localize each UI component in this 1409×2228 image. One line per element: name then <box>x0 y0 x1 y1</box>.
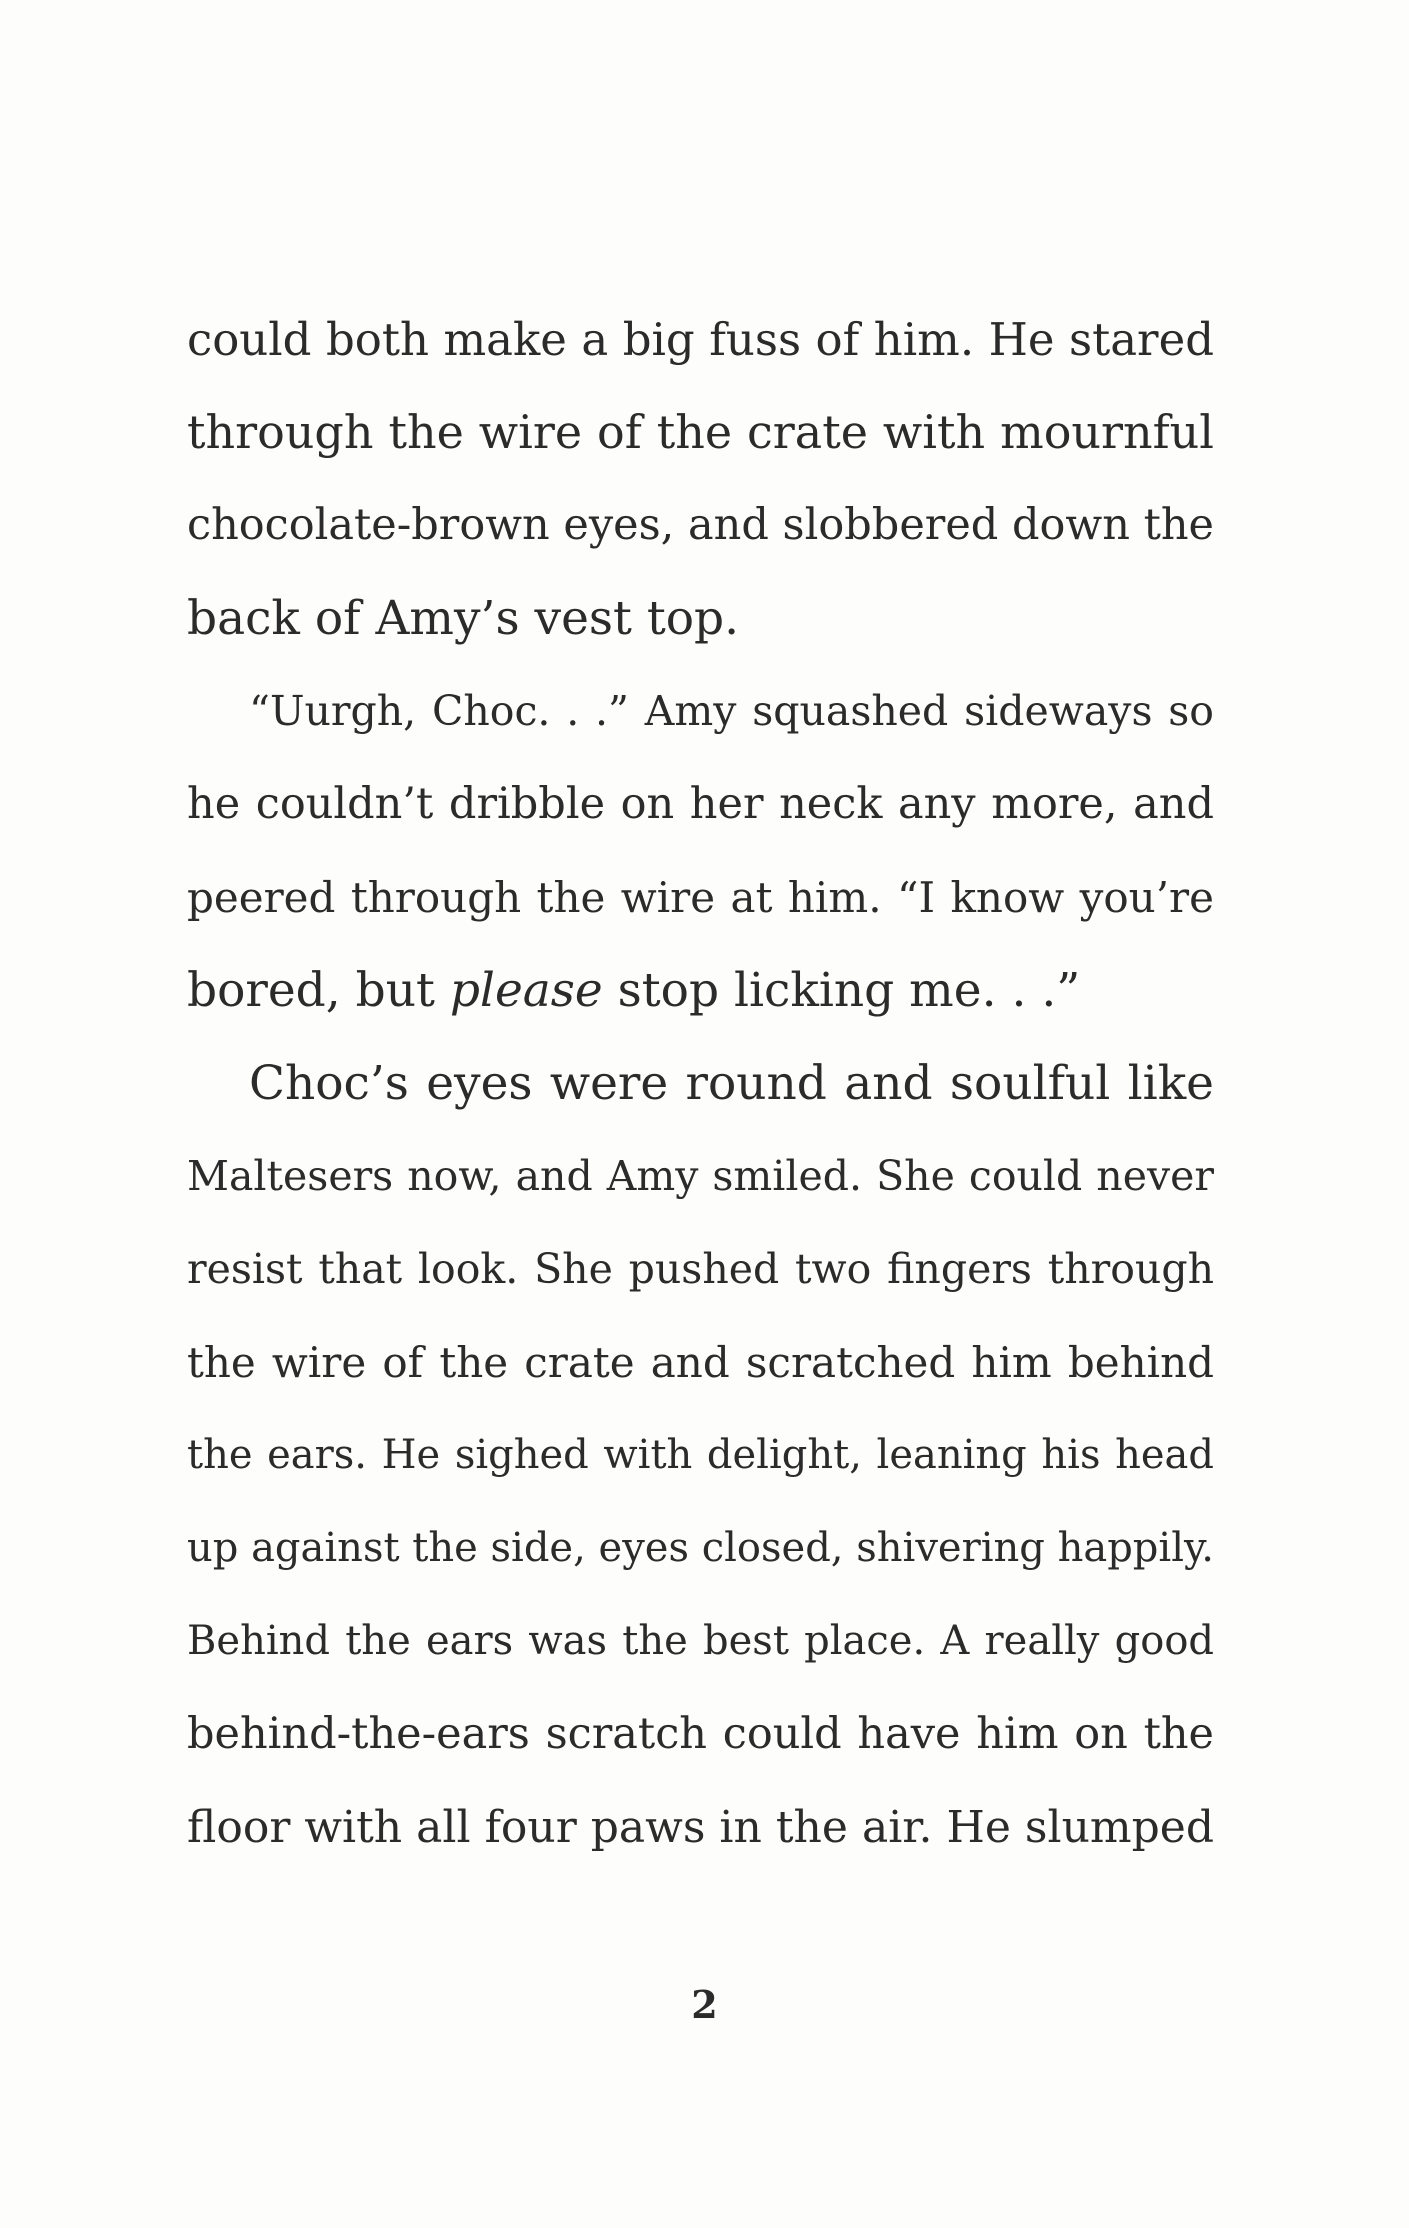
text-line: Maltesers now, and Amy smiled. She could never <box>187 1152 1214 1200</box>
text-line: up against the side, eyes closed, shivering happily. <box>187 1525 1214 1571</box>
text-line: the wire of the crate and scratched him behind <box>187 1338 1214 1387</box>
text-line: floor with all four paws in the air. He slumped <box>187 1802 1214 1853</box>
text-line: Behind the ears was the best place. A really good <box>187 1618 1214 1664</box>
text-line: back of Amy’s vest top. <box>187 591 740 646</box>
text-line: could both make a big fuss of him. He stared <box>187 313 1214 366</box>
text-line: peered through the wire at him. “I know you’re <box>187 873 1214 922</box>
emphasized-word: please <box>449 963 603 1018</box>
text-line: he couldn’t dribble on her neck any more, and <box>187 779 1214 829</box>
text-segment: stop licking me. . .” <box>602 963 1081 1018</box>
text-line <box>187 944 1214 1037</box>
text-line: Choc’s eyes were round and soulful like <box>249 1056 1214 1111</box>
text-line: “Uurgh, Choc. . .” Amy squashed sideways so <box>249 687 1214 735</box>
text-line: chocolate-brown eyes, and slobbered down the <box>187 500 1214 550</box>
text-line: the ears. He sighed with delight, leaning his head <box>187 1432 1214 1478</box>
page-number: 2 <box>691 1982 718 2027</box>
text-line: behind-the-ears scratch could have him on the <box>187 1709 1214 1759</box>
text-segment: bored, but <box>187 963 450 1018</box>
text-line: resist that look. She pushed two fingers through <box>187 1245 1214 1293</box>
text-line: through the wire of the crate with mournful <box>187 405 1214 459</box>
